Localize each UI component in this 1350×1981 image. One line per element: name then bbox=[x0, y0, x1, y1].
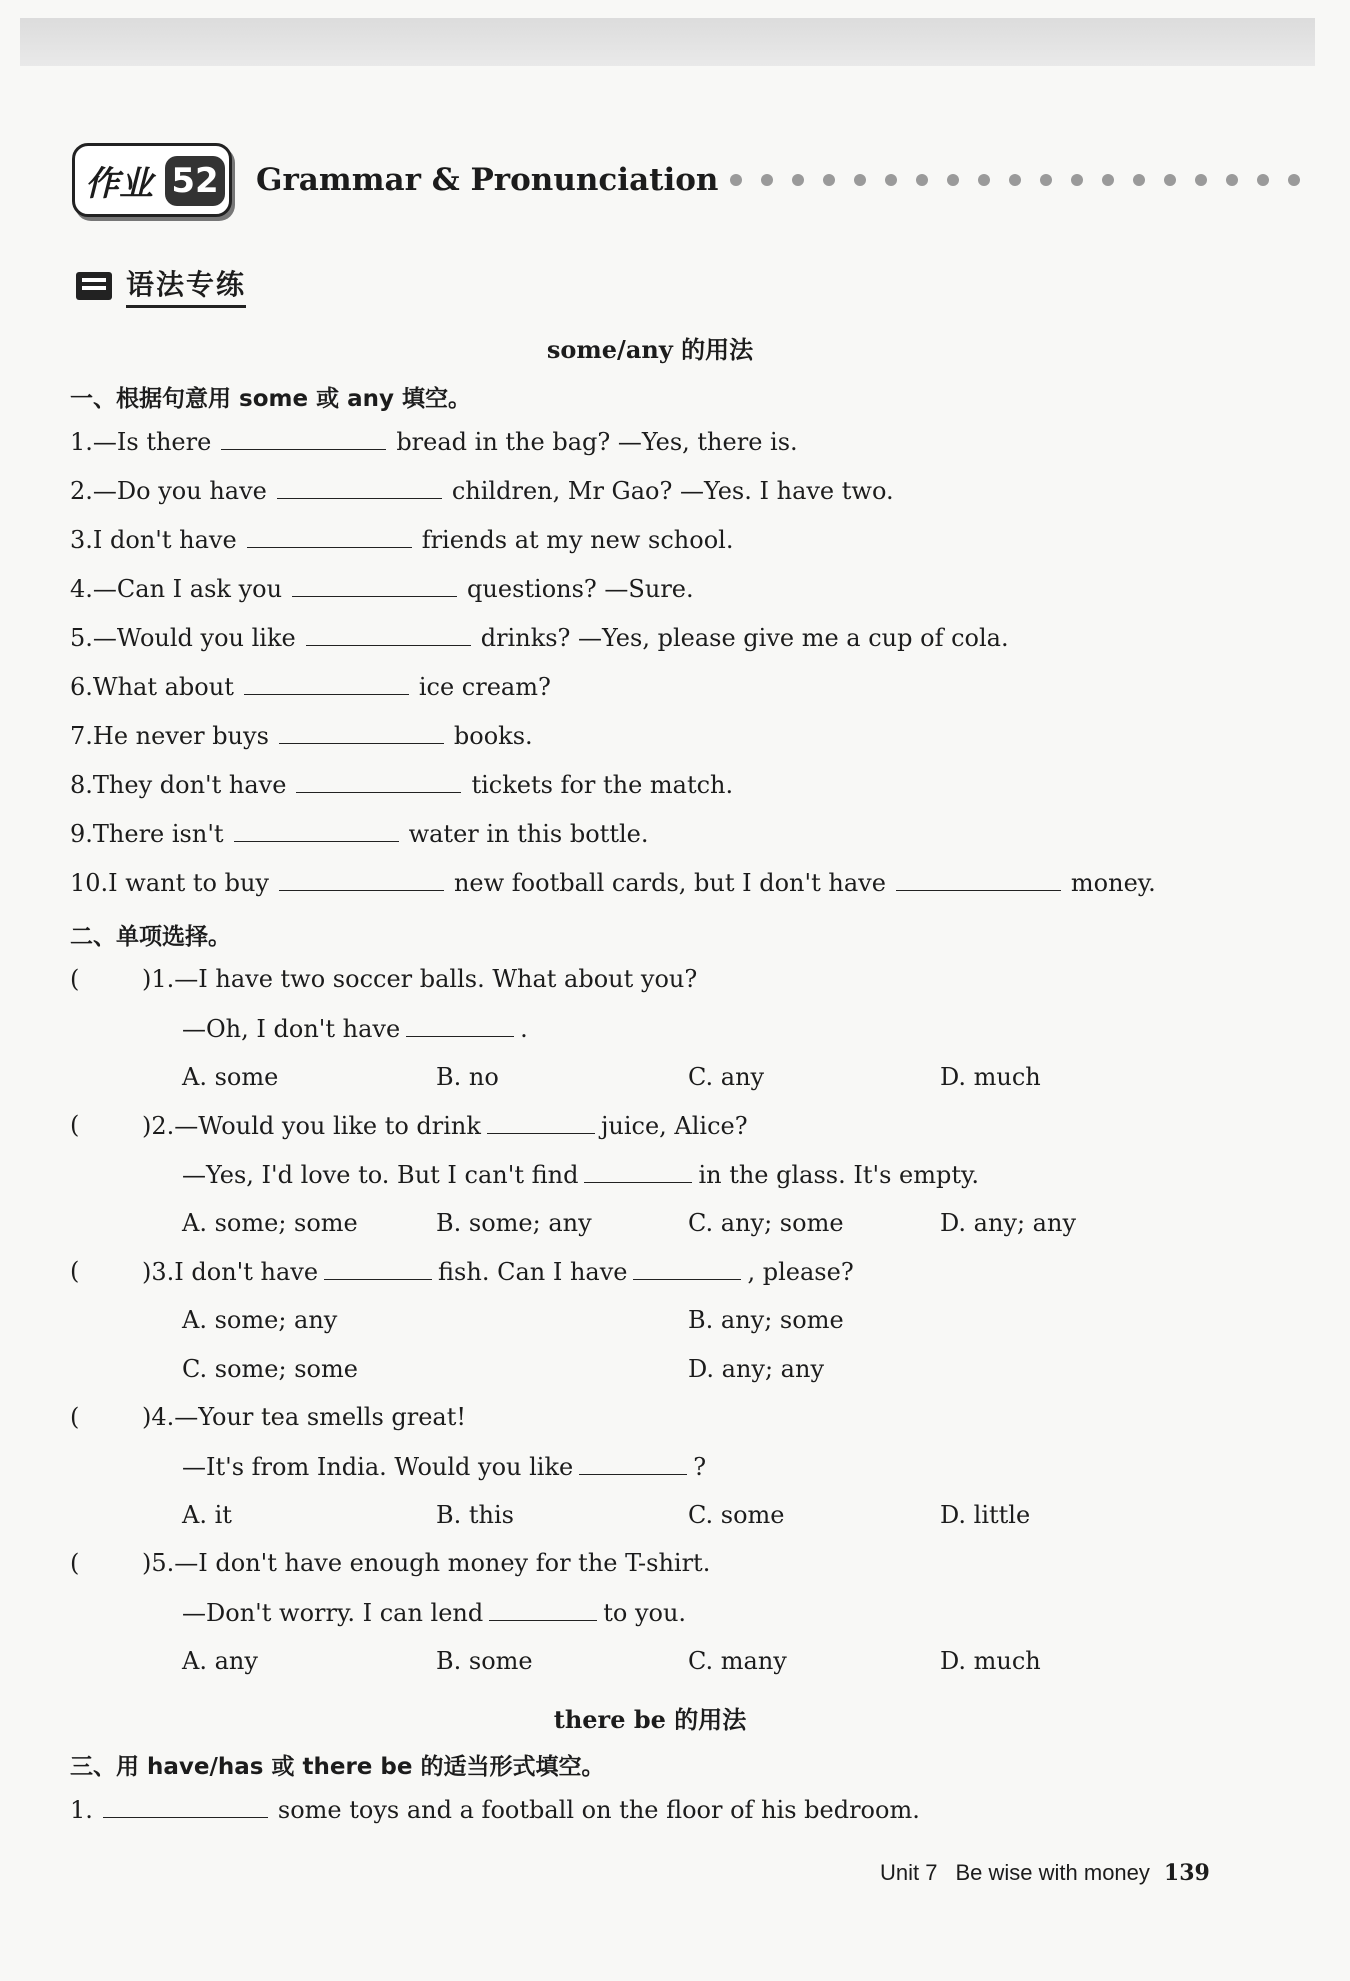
answer-paren[interactable]: ( bbox=[70, 1549, 80, 1577]
question-stem: )1.—I have two soccer balls. What about you? bbox=[142, 965, 698, 993]
answer-blank[interactable] bbox=[633, 1257, 741, 1280]
option-d[interactable]: D. much bbox=[940, 1647, 1041, 1675]
answer-blank[interactable] bbox=[584, 1160, 692, 1183]
fill-item: 1. some toys and a football on the floor of his bedroom. bbox=[70, 1796, 920, 1824]
option-a[interactable]: A. some; some bbox=[182, 1209, 358, 1237]
answer-blank[interactable] bbox=[244, 672, 409, 695]
fill-item: 6.What about ice cream? bbox=[70, 673, 551, 701]
answer-blank[interactable] bbox=[487, 1111, 595, 1134]
question-stem: )3.I don't have fish. Can I have , please? bbox=[142, 1258, 854, 1286]
topic-heading-some-any: some/any 的用法 bbox=[546, 335, 754, 364]
option-c[interactable]: C. some bbox=[688, 1501, 785, 1529]
option-b[interactable]: B. some; any bbox=[436, 1209, 592, 1237]
question-stem: )4.—Your tea smells great! bbox=[142, 1403, 467, 1431]
answer-blank[interactable] bbox=[247, 525, 412, 548]
page-number: 139 bbox=[1163, 1860, 1210, 1886]
answer-blank[interactable] bbox=[279, 721, 444, 744]
option-d[interactable]: D. any; any bbox=[688, 1355, 825, 1383]
footer-unit: Unit 7 bbox=[880, 1860, 938, 1885]
option-d[interactable]: D. much bbox=[940, 1063, 1041, 1091]
part3-heading: 三、用 have/has 或 there be 的适当形式填空。 bbox=[70, 1754, 605, 1780]
answer-blank[interactable] bbox=[103, 1795, 268, 1818]
option-c[interactable]: C. many bbox=[688, 1647, 787, 1675]
fill-item: 4.—Can I ask you questions? —Sure. bbox=[70, 575, 694, 603]
option-c[interactable]: C. any; some bbox=[688, 1209, 844, 1237]
decorative-dots bbox=[730, 174, 1300, 186]
question-stem: )5.—I don't have enough money for the T-shirt. bbox=[142, 1549, 711, 1577]
badge-number: 52 bbox=[165, 156, 225, 206]
fill-item: 3.I don't have friends at my new school. bbox=[70, 526, 734, 554]
fill-item: 9.There isn't water in this bottle. bbox=[70, 820, 649, 848]
answer-paren[interactable]: ( bbox=[70, 965, 80, 993]
answer-blank[interactable] bbox=[296, 770, 461, 793]
question-line: —It's from India. Would you like ? bbox=[182, 1453, 707, 1481]
answer-blank[interactable] bbox=[489, 1598, 597, 1621]
option-b[interactable]: B. some bbox=[436, 1647, 533, 1675]
question-line: —Yes, I'd love to. But I can't find in the glass. It's empty. bbox=[182, 1161, 980, 1189]
answer-paren[interactable]: ( bbox=[70, 1403, 80, 1431]
fill-item: 1.—Is there bread in the bag? —Yes, there is. bbox=[70, 428, 798, 456]
option-b[interactable]: B. no bbox=[436, 1063, 499, 1091]
option-a[interactable]: A. some; any bbox=[182, 1306, 338, 1334]
section-title: 语法专练 bbox=[126, 263, 246, 308]
answer-blank[interactable] bbox=[406, 1014, 514, 1037]
fill-item: 5.—Would you like drinks? —Yes, please give me a cup of cola. bbox=[70, 624, 1009, 652]
badge-label: 作业 bbox=[85, 163, 153, 204]
question-line: —Don't worry. I can lend to you. bbox=[182, 1599, 687, 1627]
exercise-badge bbox=[72, 143, 232, 217]
answer-blank[interactable] bbox=[292, 574, 457, 597]
answer-blank[interactable] bbox=[234, 819, 399, 842]
part1-heading: 一、根据句意用 some 或 any 填空。 bbox=[70, 386, 471, 412]
page-footer bbox=[880, 1860, 1210, 1886]
fill-item: 10.I want to buy new football cards, but I don't have money. bbox=[70, 869, 1156, 897]
answer-blank[interactable] bbox=[306, 623, 471, 646]
option-c[interactable]: C. some; some bbox=[182, 1355, 358, 1383]
fill-item: 2.—Do you have children, Mr Gao? —Yes. I have two. bbox=[70, 477, 894, 505]
book-icon bbox=[76, 268, 118, 304]
option-c[interactable]: C. any bbox=[688, 1063, 765, 1091]
question-stem: )2.—Would you like to drink juice, Alice? bbox=[142, 1112, 748, 1140]
option-a[interactable]: A. some bbox=[182, 1063, 279, 1091]
exercise-header bbox=[72, 140, 1300, 220]
fill-item: 7.He never buys books. bbox=[70, 722, 533, 750]
option-b[interactable]: B. any; some bbox=[688, 1306, 844, 1334]
answer-blank[interactable] bbox=[896, 868, 1061, 891]
answer-blank[interactable] bbox=[579, 1452, 687, 1475]
answer-blank[interactable] bbox=[324, 1257, 432, 1280]
footer-unit-title: Be wise with money bbox=[955, 1860, 1150, 1885]
topic-heading-there-be: there be 的用法 bbox=[553, 1705, 747, 1734]
option-a[interactable]: A. any bbox=[182, 1647, 258, 1675]
answer-blank[interactable] bbox=[277, 476, 442, 499]
answer-blank[interactable] bbox=[279, 868, 444, 891]
answer-paren[interactable]: ( bbox=[70, 1257, 80, 1285]
page-title: Grammar & Pronunciation bbox=[256, 162, 719, 198]
top-scan-strip bbox=[20, 18, 1315, 66]
option-b[interactable]: B. this bbox=[436, 1501, 514, 1529]
part2-heading: 二、单项选择。 bbox=[70, 924, 231, 950]
answer-blank[interactable] bbox=[221, 427, 386, 450]
option-d[interactable]: D. little bbox=[940, 1501, 1031, 1529]
option-d[interactable]: D. any; any bbox=[940, 1209, 1077, 1237]
option-a[interactable]: A. it bbox=[182, 1501, 232, 1529]
section-heading bbox=[76, 263, 246, 308]
fill-item: 8.They don't have tickets for the match. bbox=[70, 771, 734, 799]
answer-paren[interactable]: ( bbox=[70, 1111, 80, 1139]
question-line: —Oh, I don't have . bbox=[182, 1015, 528, 1043]
